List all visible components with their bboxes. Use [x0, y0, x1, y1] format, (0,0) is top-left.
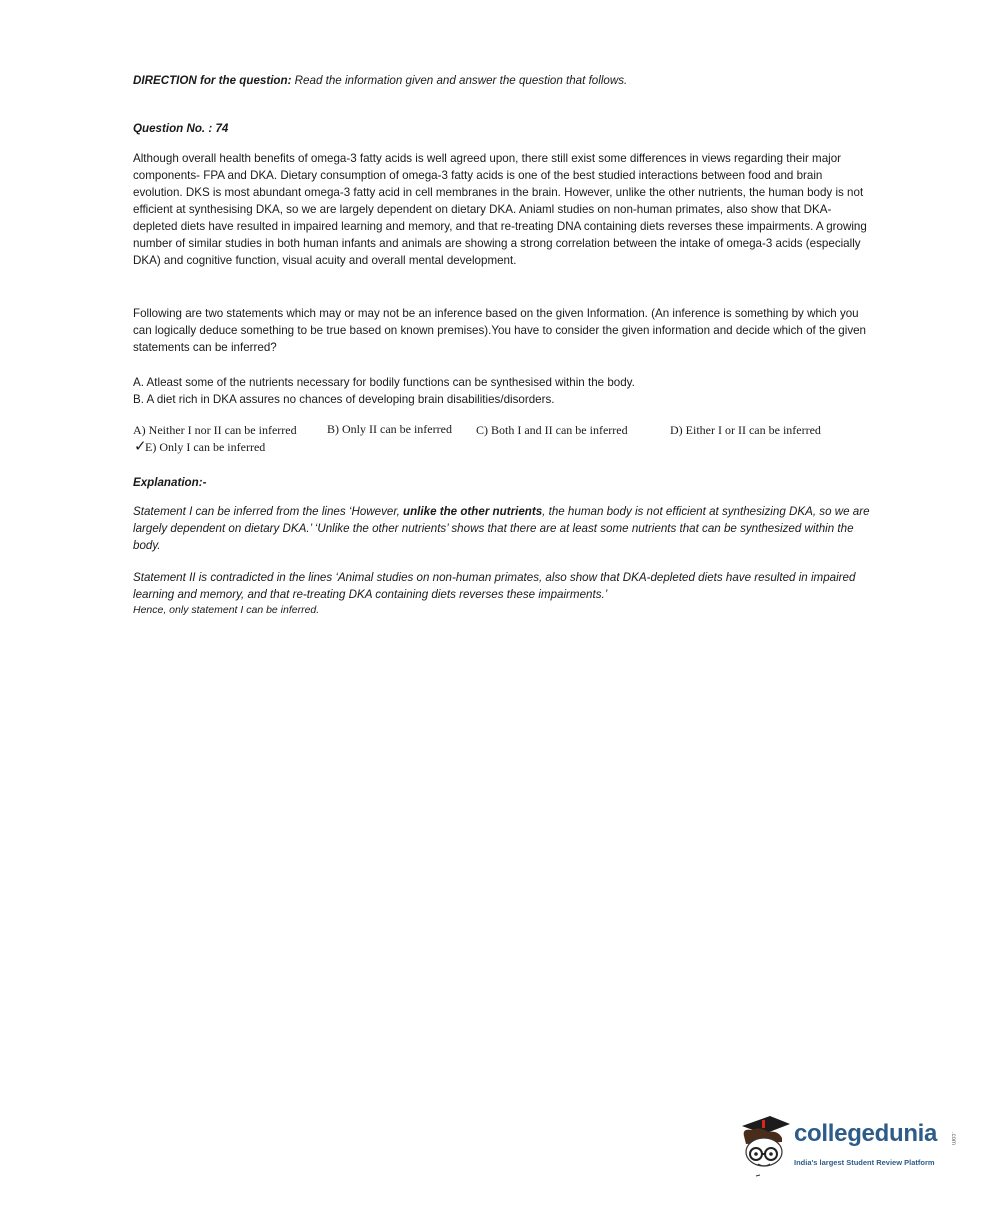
direction-label: DIRECTION for the question: — [133, 74, 292, 87]
collegedunia-logo — [738, 1108, 963, 1180]
explanation-p1-start: Statement I can be inferred from the lines ‘However, — [133, 505, 404, 518]
statement-b: B. A diet rich in DKA assures no chances of developing brain disabilities/disorders. — [133, 393, 555, 406]
logo-suffix: .com — [950, 1132, 956, 1146]
option-d[interactable]: D) Either I or II can be inferred — [670, 423, 821, 437]
logo-tagline: India's largest Student Review Platform — [794, 1158, 935, 1167]
option-b[interactable]: B) Only II can be inferred — [327, 422, 452, 436]
explanation-p1-end: , the human body is not efficient at synthesizing DKA, so we are largely dependent on dietary DKA.’ ‘Unlike the other nutrients’ shows that there are at least some nutrients that can be synthesized within the body. — [133, 505, 870, 552]
statement-a: A. Atleast some of the nutrients necessary for bodily functions can be synthesised within the body. — [133, 376, 635, 389]
option-c[interactable]: C) Both I and II can be inferred — [476, 423, 628, 437]
explanation-conclusion: Hence, only statement I can be inferred. — [133, 604, 320, 616]
mascot-icon — [738, 1108, 794, 1180]
direction-line — [133, 72, 627, 89]
logo-wordmark: collegedunia — [794, 1120, 938, 1147]
answer-options — [133, 421, 873, 457]
passage: Although overall health benefits of omega-3 fatty acids is well agreed upon, there still exist some differences in views regarding their major components- FPA and DKA. Dietary consumption of omega-3 fatty acids is one of the best studied interactions between food and brain evolution. DKS is most abundant omega-3 fatty acid in cell membranes in the brain. However, unlike the other nutrients, the human body is not efficient at synthesising DKA, so we are largely dependent on dietary DKA. Aniaml studies on non-human primates, also show that DKA-depleted diets have resulted in impaired learning and memory, and that re-treating DNA containing diets reverses these impairments. A growing number of similar studies in both human infants and animals are showing a strong correlation between the intake of omega-3 acids (especially DKA) and cognitive function, visual acuity and overall mental development. — [133, 152, 867, 267]
instruction: Following are two statements which may or may not be an inference based on the given Information. (An inference is something by which you can logically deduce something to be true based on known premises).You have to consider the given information and decide which of the given statements can be inferred? — [133, 307, 867, 354]
explanation-paragraph-2: Statement II is contradicted in the lines ‘Animal studies on non-human primates, also show that DKA-depleted diets have resulted in impaired learning and memory, and that re-treating DKA containing diets reverses these impairments.’ — [133, 571, 856, 601]
explanation-paragraph-1 — [133, 503, 873, 554]
checkmark-icon: ✓ — [134, 437, 147, 455]
explanation-heading: Explanation:- — [133, 476, 207, 489]
question-number: Question No. : 74 — [133, 122, 229, 135]
statements — [133, 374, 635, 408]
option-a[interactable]: A) Neither I nor II can be inferred — [133, 423, 297, 437]
explanation-p1-bold: unlike the other nutrients — [403, 505, 543, 518]
direction-text: Read the information given and answer the question that follows. — [291, 74, 628, 87]
option-e[interactable]: E) Only I can be inferred — [145, 440, 266, 454]
